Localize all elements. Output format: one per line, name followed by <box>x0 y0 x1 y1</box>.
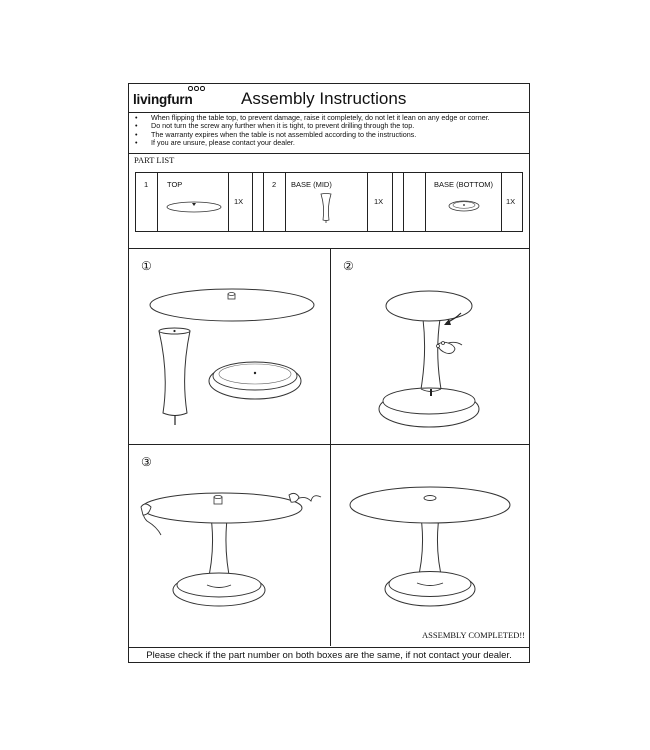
step-number: ③ <box>141 455 152 469</box>
part-name: TOP <box>167 180 183 189</box>
step-3-illustration <box>129 445 331 646</box>
assembly-steps <box>129 248 529 646</box>
part-qty: 1X <box>506 197 516 206</box>
part-number-cell <box>136 173 158 231</box>
note-item: • If you are unsure, please contact your dealer. <box>129 139 529 147</box>
part-qty-cell <box>368 173 393 231</box>
part-name-cell <box>426 173 502 231</box>
part-name-cell <box>158 173 229 231</box>
part-name-cell <box>286 173 368 231</box>
page-title: Assembly Instructions <box>241 89 407 108</box>
part-number-cell <box>264 173 286 231</box>
step-1-illustration <box>129 249 331 445</box>
base-bottom-part-icon <box>446 197 482 215</box>
part-number: 1 <box>144 180 149 189</box>
table-spacer <box>253 173 264 231</box>
step-1-panel <box>129 249 331 445</box>
part-qty: 1X <box>234 197 244 206</box>
step-number: ① <box>141 259 152 273</box>
footer-note: Please check if the part number on both boxes are the same, if not contact your dealer. <box>129 647 529 664</box>
part-list-title: PART LIST <box>134 155 175 165</box>
warning-notes <box>129 112 529 154</box>
assembly-completed-label: ASSEMBLY COMPLETED!! <box>422 630 525 640</box>
part-qty-cell <box>502 173 522 231</box>
part-number-cell <box>404 173 426 231</box>
part-qty-cell <box>229 173 253 231</box>
part-name: BASE (BOTTOM) <box>434 180 494 189</box>
part-list-table <box>135 172 523 232</box>
brand-logo <box>133 86 225 110</box>
part-number: 2 <box>272 180 277 189</box>
step-3-panel <box>129 445 331 646</box>
note-item: • The warranty expires when the table is not assembled according to the instructions. <box>129 131 529 139</box>
brand-name: livingfurn <box>133 92 193 107</box>
step-number: ② <box>343 259 354 273</box>
base-mid-part-icon <box>316 192 336 224</box>
step-4-panel <box>331 445 529 646</box>
table-spacer <box>393 173 404 231</box>
note-item: • Do not turn the screw any further when it is tight, to prevent drilling through the top. <box>129 122 529 130</box>
step-2-panel <box>331 249 529 445</box>
note-item: • When flipping the table top, to prevent damage, raise it completely, do not let it lean on any edge or corner. <box>129 114 529 122</box>
step-4-illustration <box>331 445 529 646</box>
logo-dots-icon <box>188 86 205 91</box>
header <box>129 84 529 113</box>
instruction-sheet <box>128 83 530 663</box>
table-top-part-icon <box>164 195 224 217</box>
part-name: BASE (MID) <box>291 180 332 189</box>
part-qty: 1X <box>374 197 384 206</box>
step-2-illustration <box>331 249 529 445</box>
